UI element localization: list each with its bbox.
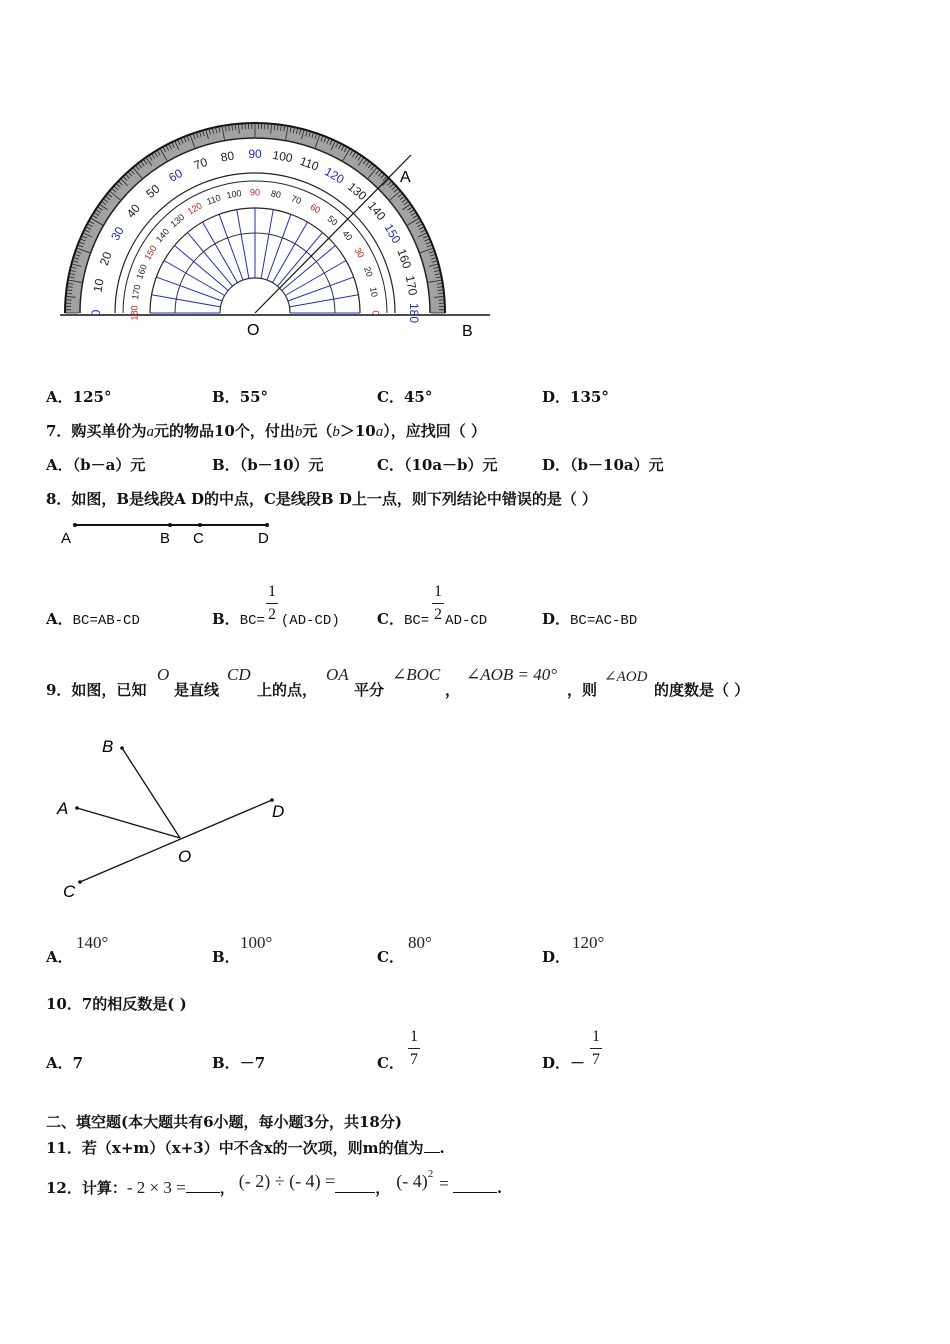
- protractor-label-o: O: [247, 322, 260, 339]
- q6-option-c: C．45°: [377, 388, 433, 406]
- protractor-outer-label-30: 30: [108, 224, 127, 243]
- q8-segment-figure: [55, 518, 285, 548]
- protractor-inner-label-30: 30: [352, 245, 367, 260]
- q10-option-d-fraction: 1 7: [592, 1028, 600, 1068]
- q7-option-d: D．（b－10a）元: [542, 456, 664, 474]
- q12-answer-blank-2[interactable]: [335, 1178, 375, 1193]
- protractor-outer-label-40: 40: [123, 201, 143, 221]
- protractor-inner-label-20: 20: [361, 265, 375, 279]
- protractor-inner-label-160: 160: [134, 262, 149, 281]
- q6-option-b: B．55°: [212, 388, 269, 406]
- q9-angle-figure: [50, 730, 310, 910]
- q9-option-d-value: 120°: [572, 933, 605, 952]
- q9-fig-label-a: A: [57, 799, 69, 818]
- protractor-inner-label-10: 10: [367, 286, 380, 298]
- q9-stem-2: 是直线: [174, 681, 220, 699]
- protractor-inner-label-130: 130: [168, 211, 187, 230]
- q8-option-d: D．BC=AC-BD: [542, 610, 638, 629]
- q8-option-b-fraction: 1 2: [268, 583, 276, 623]
- q8-point-b: B: [160, 530, 171, 547]
- q8-point-a: A: [61, 530, 72, 547]
- q9-fig-label-c: C: [63, 882, 76, 901]
- q9-stem-4: 平分: [354, 681, 385, 699]
- q9-option-a-value: 140°: [76, 933, 109, 952]
- q9-stem-6: ，则: [567, 681, 598, 699]
- q6-option-a: A．125°: [46, 388, 112, 406]
- protractor-rays: [150, 208, 360, 313]
- q9-fig-label-d: D: [272, 802, 285, 821]
- protractor-label-b: B: [462, 323, 473, 340]
- q9-math-cd: CD: [227, 665, 251, 684]
- q10-option-c-fraction: 1 7: [410, 1028, 418, 1068]
- protractor-outer-label-60: 60: [166, 166, 185, 185]
- protractor-outer-label-70: 70: [192, 154, 210, 173]
- q7-stem: 7．购买单价为a元的物品10个，付出b元（b＞10a），应找回（ ）: [46, 422, 486, 440]
- protractor-inner-label-110: 110: [205, 192, 223, 207]
- section-2-heading: 二、填空题(本大题共有6小题，每小题3分，共18分): [46, 1113, 402, 1131]
- q8-point-c: C: [193, 530, 204, 547]
- q11-answer-blank[interactable]: [424, 1138, 440, 1153]
- q7-option-b: B．（b－10）元: [212, 456, 324, 474]
- protractor-outer-label-150: 150: [381, 221, 404, 246]
- q8-option-c-fraction: 1 2: [434, 583, 442, 623]
- protractor-inner-label-120: 120: [185, 200, 204, 217]
- protractor-inner-label-100: 100: [225, 187, 243, 201]
- q8-option-b: B．BC= (AD-CD): [212, 610, 340, 629]
- q9-math-boc: ∠BOC: [392, 665, 441, 684]
- protractor-figure: [55, 115, 505, 345]
- protractor-outer-label-50: 50: [143, 181, 163, 201]
- q9-math-o: O: [157, 665, 170, 684]
- q9-math-oa: OA: [326, 665, 349, 684]
- q9-fig-label-b: B: [102, 737, 114, 756]
- q9-stem-5: ，: [445, 681, 461, 699]
- q10-option-a: A．7: [46, 1054, 84, 1072]
- protractor-inner-label-180: 180: [129, 305, 140, 321]
- protractor-label-a: A: [400, 169, 411, 186]
- protractor-inner-label-170: 170: [129, 283, 143, 301]
- protractor-outer-label-110: 110: [297, 153, 321, 174]
- q9-option-b-value: 100°: [240, 933, 273, 952]
- protractor-outer-label-170: 170: [402, 274, 421, 297]
- protractor-outer-label-20: 20: [96, 250, 115, 268]
- q9-math-aod: ∠AOD: [604, 669, 648, 685]
- q9-option-c-value: 80°: [408, 933, 432, 952]
- q10-option-c-letter: C．: [377, 1054, 404, 1072]
- q10-stem: 10．7的相反数是( ): [46, 995, 187, 1013]
- protractor-outer-label-10: 10: [90, 277, 107, 294]
- q9-stem-3: 上的点，: [257, 681, 318, 699]
- protractor-outer-label-100: 100: [271, 147, 294, 166]
- q9-option-d-letter: D．: [542, 948, 571, 966]
- q9-stem-7: 的度数是（ ）: [654, 681, 750, 699]
- q8-option-a: A．BC=AB-CD: [46, 610, 140, 629]
- q8-point-d: D: [258, 530, 269, 547]
- q9-option-a-letter: A．: [46, 948, 73, 966]
- protractor-outer-label-80: 80: [219, 148, 236, 165]
- q9-option-c-letter: C．: [377, 948, 404, 966]
- protractor-inner-label-50: 50: [325, 213, 340, 228]
- q7-option-a: A．（b－a）元: [46, 456, 146, 474]
- q9-math-aob: ∠AOB = 40°: [466, 665, 558, 684]
- protractor-outer-label-90: 90: [248, 147, 262, 162]
- protractor-outer-label-180: 180: [406, 302, 421, 324]
- protractor-inner-label-80: 80: [270, 188, 282, 201]
- q11-stem: 11．若（x+m）（x+3）中不含x的一次项，则m的值为 .: [46, 1139, 445, 1157]
- protractor-inner-label-40: 40: [340, 228, 355, 243]
- protractor-inner-label-0: 0: [370, 310, 381, 316]
- q9-option-b-letter: B．: [212, 948, 240, 966]
- protractor-inner-label-150: 150: [142, 243, 159, 262]
- protractor-inner-label-60: 60: [308, 201, 323, 216]
- protractor-inner-label-140: 140: [153, 226, 172, 245]
- q12-answer-blank-1[interactable]: [186, 1178, 220, 1193]
- protractor-outer-label-130: 130: [344, 179, 370, 204]
- q9-stem-1: 9．如图，已知: [46, 681, 147, 699]
- q12-answer-blank-3[interactable]: [453, 1178, 497, 1193]
- protractor-outer-label-160: 160: [394, 246, 415, 271]
- protractor-outer-label-120: 120: [322, 164, 347, 187]
- protractor-inner-label-70: 70: [289, 193, 303, 207]
- q7-option-c: C．（10a－b）元: [377, 456, 498, 474]
- q6-option-d: D．135°: [542, 388, 609, 406]
- protractor-outer-label-140: 140: [364, 198, 389, 224]
- q8-stem: 8．如图，B是线段A D的中点，C是线段B D上一点，则下列结论中错误的是（ ）: [46, 490, 598, 508]
- q10-option-d-letter: D．－: [542, 1054, 586, 1072]
- protractor-outer-label-0: 0: [89, 309, 104, 317]
- q12-line: 12．计算： - 2 × 3 = ， (- 2) ÷ (- 4) = ， (- 4) 2 = .: [46, 1168, 503, 1197]
- q8-option-c: C．BC= AD-CD: [377, 610, 488, 629]
- q9-fig-label-o: O: [178, 847, 192, 866]
- protractor-inner-label-90: 90: [249, 187, 261, 198]
- q10-option-b: B．－7: [212, 1054, 266, 1072]
